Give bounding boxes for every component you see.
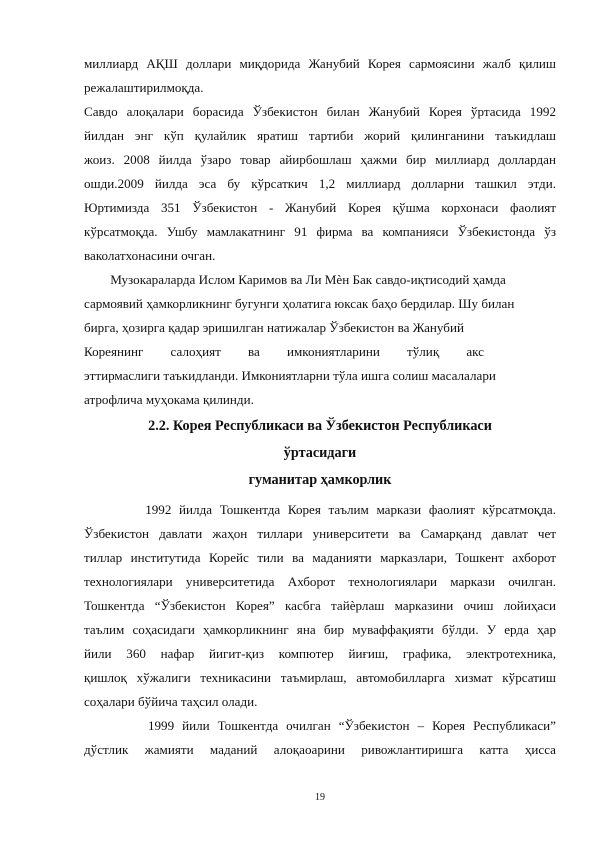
paragraph-line: миллиард АҚШ доллари миқдорида Жанубий Корея сармоясини жалб қилиш bbox=[84, 56, 556, 71]
paragraph-line: қишлоқ хўжалиги техникасини таъмирлаш, автомобилларга хизмат кўрсатиш bbox=[84, 670, 556, 685]
paragraph-line: таълим соҳасидаги ҳамкорликнинг яна бир муваффақияти бўлди. У ерда ҳар bbox=[84, 622, 556, 637]
paragraph-line: атрофлича муҳокама қилинди. bbox=[84, 392, 254, 407]
paragraph-line: жоиз. 2008 йилда ўзаро товар айирбошлаш ҳажми бир миллиард доллардан bbox=[84, 152, 556, 167]
paragraph-line: Юртимизда 351 Ўзбекистон - Жанубий Корея қўшма корхонаси фаолият bbox=[84, 200, 556, 215]
paragraph-line: режалаштирилмоқда. bbox=[84, 80, 204, 95]
paragraph-line: Тошкентда “Ўзбекистон Корея” касбга тайѐрлаш марказини очиш лойиҳаси bbox=[84, 598, 556, 613]
section-heading-line: ўртасидаги bbox=[283, 445, 357, 461]
paragraph-line: 1999 йили Тошкентда очилган “Ўзбекистон – Корея Республикаси” bbox=[84, 718, 556, 733]
paragraph-line: йилдан энг кўп қулайлик яратиш тартиби жорий қилинганини таъкидлаш bbox=[84, 128, 556, 143]
section-heading-line: 2.2. Корея Республикаси ва Ўзбекистон Республикаси bbox=[148, 418, 492, 434]
section-heading-line: гуманитар ҳамкорлик bbox=[248, 472, 392, 488]
paragraph-line: соҳалари бўйича таҳсил олади. bbox=[84, 694, 258, 709]
paragraph-line: Музокараларда Ислом Каримов ва Ли Мѐн Бак савдо-иқтисодий ҳамда bbox=[84, 272, 506, 287]
paragraph-line: кўрсатмоқда. Ушбу мамлакатнинг 91 фирма ва компанияси Ўзбекистонда ўз bbox=[84, 224, 556, 239]
paragraph-line: Кореянинг салоҳият ва имкониятларини тўлиқ акс bbox=[84, 344, 484, 359]
paragraph-line: технологиялари университетида Ахборот технологиялари маркази очилган. bbox=[84, 574, 556, 589]
paragraph-line: тиллар институтида Корейс тили ва маданияти марказлари, Тошкент ахборот bbox=[84, 550, 556, 565]
paragraph-line: Ўзбекистон давлати жаҳон тиллари университети ва Самарқанд давлат чет bbox=[84, 526, 556, 541]
paragraph-line: эттирмаслиги таъкидланди. Имкониятларни тўла ишга солиш масалалари bbox=[84, 368, 496, 383]
paragraph-line: 1992 йилда Тошкентда Корея таълим маркази фаолият кўрсатмоқда. bbox=[84, 502, 556, 517]
paragraph-line: сармоявий ҳамкорликнинг бугунги ҳолатига юксак баҳо бердилар. Шу билан bbox=[84, 296, 515, 311]
paragraph-line: йили 360 нафар йигит-қиз компютер йиғиш, графика, электротехника, bbox=[84, 646, 556, 661]
paragraph-line: бирга, ҳозирга қадар эришилган натижалар Ўзбекистон ва Жанубий bbox=[84, 320, 464, 335]
paragraph-line: Савдо алоқалари борасида Ўзбекистон билан Жанубий Корея ўртасида 1992 bbox=[84, 104, 556, 119]
paragraph-line: дўстлик жамияти маданий алоқаоарини ривожлантиришга катта ҳисса bbox=[84, 742, 556, 757]
page-number: 19 bbox=[315, 792, 325, 803]
paragraph-line: ваколатхонасини очган. bbox=[84, 248, 216, 263]
paragraph-line: ошди.2009 йилда эса бу кўрсаткич 1,2 миллиард долларни ташкил этди. bbox=[84, 176, 556, 191]
